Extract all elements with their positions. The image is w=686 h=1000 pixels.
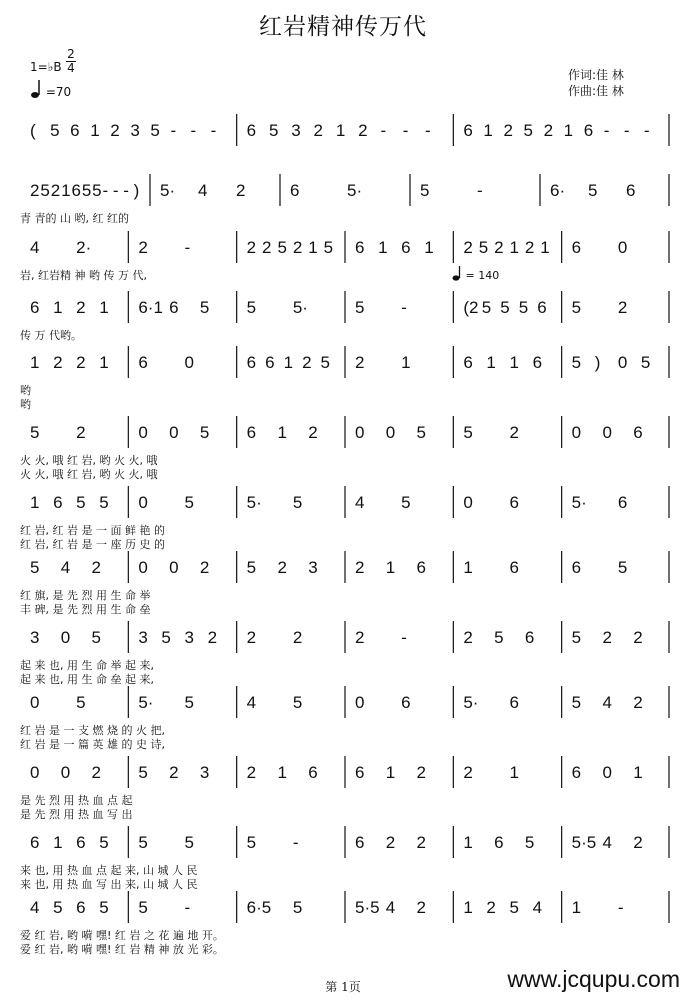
note: -: [380, 121, 387, 140]
lyric-line: 红 旗, 是 先 烈 用 生 命 举: [20, 589, 151, 602]
note: 4: [30, 898, 40, 917]
note: 5·5: [571, 833, 597, 852]
lyric-line: 来 也, 用 热 血 点 起 来, 山 城 人 民: [20, 864, 198, 877]
note: 2: [358, 121, 368, 140]
note: 1: [463, 833, 473, 852]
note: 5·: [138, 693, 154, 712]
note: 5·: [292, 298, 308, 317]
note: -: [623, 121, 630, 140]
note: 6: [290, 181, 300, 200]
note: -: [401, 298, 407, 317]
note: -: [292, 833, 299, 852]
note: 5: [509, 898, 519, 917]
note: 2: [30, 181, 40, 200]
note: 2: [313, 121, 324, 140]
note: 1: [571, 898, 582, 917]
note: -: [401, 628, 407, 647]
note: 3: [138, 628, 148, 647]
note: 0: [602, 763, 612, 782]
note: 1: [509, 238, 519, 257]
note: 5: [478, 238, 489, 257]
note: 6: [70, 121, 80, 140]
note: 0: [355, 693, 365, 712]
note: 0: [463, 493, 473, 512]
note: 5·: [347, 181, 363, 200]
notation-line: [20, 615, 670, 657]
note: 6: [30, 833, 40, 852]
note: 2: [91, 558, 102, 577]
note: -: [402, 121, 409, 140]
note: 1: [378, 238, 388, 257]
note: -: [603, 121, 610, 140]
note: 2: [169, 763, 179, 782]
note: 5: [199, 423, 210, 442]
note: 6: [30, 298, 40, 317]
watermark: www.jcqupu.com: [507, 966, 680, 992]
note: -: [170, 121, 177, 140]
note: 2: [503, 121, 513, 140]
note: 5: [161, 628, 171, 647]
note: 2: [246, 628, 257, 647]
note: 5: [640, 353, 651, 372]
note: 6: [509, 493, 519, 512]
note: 5: [320, 353, 331, 372]
notation-line: [20, 545, 670, 587]
lyric-line: 起 来 也, 用 生 命 举 起 来,: [20, 659, 154, 672]
tempo-marking: [30, 80, 71, 100]
note: 0: [30, 763, 40, 782]
note: 2·: [76, 238, 92, 257]
note: 1: [277, 763, 287, 782]
note: -: [643, 121, 650, 140]
note: 2: [292, 628, 303, 647]
note: -: [190, 121, 197, 140]
lyric-line: 是 先 烈 用 热 血 点 起: [20, 794, 133, 807]
note: 5: [76, 493, 86, 512]
note: 2: [617, 298, 628, 317]
notation-line: [20, 480, 670, 522]
note: 5: [420, 181, 430, 200]
notation-line: [20, 168, 670, 210]
note: (: [30, 121, 36, 140]
note: 6: [633, 423, 643, 442]
note: 6: [571, 238, 582, 257]
note: 5: [571, 298, 582, 317]
note: -: [477, 181, 483, 200]
note: 5: [500, 298, 510, 317]
note: 5: [246, 833, 257, 852]
note: 4: [355, 493, 365, 512]
note: 2: [355, 628, 365, 647]
note: 4: [532, 898, 543, 917]
note: 6: [617, 493, 628, 512]
note: 5: [92, 181, 102, 200]
note: 5: [571, 693, 582, 712]
note: 2: [416, 763, 427, 782]
lyric-line: 岩, 红岩精 神 哟 传 万 代,: [20, 269, 147, 282]
note: 5: [571, 353, 582, 372]
lyric-line: 青 青的 山 哟, 红 红的: [20, 212, 129, 225]
note: 0: [385, 423, 396, 442]
lyric-line: 爱 红 岩, 哟 嗬 嘿! 红 岩 精 神 放 光 彩。: [20, 943, 224, 956]
note: 2: [262, 238, 272, 257]
note: 6: [463, 121, 473, 140]
note: 5: [40, 181, 50, 200]
note: 2: [543, 121, 554, 140]
note: 0: [138, 423, 148, 442]
note: 0: [617, 353, 628, 372]
note: -: [184, 238, 191, 257]
note: 1: [30, 493, 40, 512]
note: 6: [509, 558, 519, 577]
note: 2: [76, 423, 86, 442]
note: 5: [138, 898, 148, 917]
note: 0: [355, 423, 365, 442]
note: 6: [537, 298, 547, 317]
note: 2: [76, 298, 86, 317]
note: 4: [198, 181, 208, 200]
note: 2: [246, 763, 257, 782]
note: 2: [207, 628, 218, 647]
note: 4: [60, 558, 71, 577]
note: 2: [633, 693, 643, 712]
note: 1: [483, 121, 493, 140]
note: 1: [486, 353, 496, 372]
note: 6: [169, 298, 179, 317]
lyric-line: 哟: [20, 398, 31, 411]
page-number: 第 1页: [325, 980, 361, 994]
note: (2: [463, 298, 479, 317]
note: 2: [633, 833, 643, 852]
composer-credit: 作曲:佳 林: [568, 84, 624, 98]
note: 0: [571, 423, 582, 442]
notation-line: [20, 885, 670, 927]
note: 1: [424, 238, 434, 257]
note: ): [594, 353, 601, 372]
note: 3: [30, 628, 40, 647]
note: 2: [199, 558, 210, 577]
note: 6: [246, 353, 257, 372]
note: 6: [532, 353, 543, 372]
note: 2: [50, 181, 61, 200]
note: 1: [401, 353, 411, 372]
note: 6: [246, 423, 257, 442]
note: 2: [509, 423, 519, 442]
note: 5: [588, 181, 598, 200]
lyric-line: 是 先 烈 用 热 血 写 出: [20, 808, 133, 821]
note: 5·: [463, 693, 479, 712]
note: 5: [323, 238, 334, 257]
note: 5·: [571, 493, 587, 512]
note: 0: [169, 423, 179, 442]
note: 4: [30, 238, 40, 257]
note: 6: [583, 121, 594, 140]
note: 5: [524, 833, 535, 852]
note: 5: [292, 493, 303, 512]
note: 3: [184, 628, 194, 647]
note: 5: [150, 121, 160, 140]
note: 6: [571, 558, 582, 577]
note: 1: [563, 121, 574, 140]
note: 5: [292, 898, 303, 917]
note: 6: [53, 493, 63, 512]
lyric-line: 起 来 也, 用 生 命 垒 起 来,: [20, 673, 154, 686]
note: 1: [509, 353, 519, 372]
note: 2: [463, 763, 473, 782]
note: 1: [385, 558, 396, 577]
note: 5: [523, 121, 534, 140]
note: 6: [76, 898, 86, 917]
note: 2: [385, 833, 396, 852]
note: 2: [463, 238, 473, 257]
note: 6: [509, 693, 519, 712]
note: 6·1: [138, 298, 163, 317]
note: 1: [308, 238, 318, 257]
note: 2: [602, 628, 612, 647]
note: -: [210, 121, 217, 140]
note: 5: [481, 298, 492, 317]
note: 1: [335, 121, 346, 140]
lyric-line: 红 岩 是 一 篇 英 雄 的 史 诗,: [20, 738, 165, 751]
note: 1: [61, 181, 71, 200]
note: 6: [355, 833, 365, 852]
note: 1: [53, 833, 63, 852]
note: 5·5: [355, 898, 380, 917]
note: 6: [71, 181, 81, 200]
song-title: 红岩精神传万代: [259, 14, 427, 40]
note: 5: [401, 493, 411, 512]
note: 1: [463, 558, 473, 577]
note: 0: [602, 423, 612, 442]
tempo-text: =70: [45, 85, 72, 99]
note: 1: [463, 898, 473, 917]
note: 6: [246, 121, 257, 140]
lyric-line: 哟: [20, 384, 31, 397]
note: 5: [184, 693, 194, 712]
key-signature: [30, 60, 62, 74]
note: 6: [416, 558, 427, 577]
note: 2: [416, 898, 427, 917]
note: 2: [416, 833, 427, 852]
note: 5: [246, 558, 257, 577]
lyric-line: 火 火, 哦 红 岩, 哟 火 火, 哦: [20, 468, 158, 481]
note: 6: [308, 763, 318, 782]
note: 5: [277, 238, 287, 257]
note: 2: [524, 238, 535, 257]
note: 2: [236, 181, 246, 200]
note: -: [123, 181, 129, 200]
note: 2: [91, 763, 102, 782]
note: 6: [265, 353, 275, 372]
note: 6: [524, 628, 535, 647]
note: -: [184, 898, 191, 917]
note: 5: [76, 693, 86, 712]
time-signature: [66, 48, 76, 75]
note: 5: [53, 898, 63, 917]
note: 1: [30, 353, 40, 372]
note: 6: [494, 833, 504, 852]
note: 1: [509, 763, 519, 782]
notation-line: [20, 285, 670, 327]
note: -: [102, 181, 109, 200]
note: 6: [571, 763, 582, 782]
note: 0: [169, 558, 179, 577]
note: -: [617, 898, 624, 917]
note: 1: [277, 423, 287, 442]
note: 5: [268, 121, 279, 140]
lyric-line: 红 岩, 红 岩 是 一 座 历 史 的: [20, 538, 165, 551]
note: 6: [401, 238, 411, 257]
quarter-note-icon: [30, 80, 42, 100]
note: 5·: [160, 181, 176, 200]
notation-line: [20, 680, 670, 722]
note: 0: [184, 353, 194, 372]
key-text: 1=♭B: [30, 60, 62, 74]
note: 2: [76, 353, 86, 372]
note: 3: [130, 121, 140, 140]
notation-line: [20, 225, 670, 267]
note: 5: [199, 298, 210, 317]
note: 5: [184, 833, 194, 852]
note: 5: [138, 763, 148, 782]
note: 5: [617, 558, 628, 577]
note: ): [133, 181, 140, 200]
note: 0: [138, 493, 148, 512]
lyric-line: 红 岩, 红 岩 是 一 面 鲜 艳 的: [20, 524, 165, 537]
note: 2: [355, 353, 365, 372]
note: 5: [355, 298, 365, 317]
note: -: [112, 181, 119, 200]
note: 4: [246, 693, 257, 712]
note: 1: [53, 298, 63, 317]
time-bottom: 4: [67, 61, 75, 75]
note: 6: [355, 763, 365, 782]
note: 4: [602, 693, 612, 712]
notation-line: [20, 410, 670, 452]
notation-line: [20, 340, 670, 382]
lyric-line: 红 岩 是 一 支 燃 烧 的 火 把,: [20, 724, 165, 737]
note: 2: [53, 353, 63, 372]
lyric-line: 火 火, 哦 红 岩, 哟 火 火, 哦: [20, 454, 158, 467]
note: 0: [138, 558, 148, 577]
note: 5: [81, 181, 92, 200]
note: 5: [463, 423, 473, 442]
notation-line: [20, 750, 670, 792]
note: 1: [99, 353, 109, 372]
note: 5: [30, 423, 40, 442]
lyric-line: 传 万 代哟。: [20, 329, 82, 342]
note: 6·5: [246, 898, 272, 917]
lyric-line: 爱 红 岩, 哟 嗬 嘿! 红 岩 之 花 遍 地 开。: [20, 929, 224, 942]
note: 5: [518, 298, 529, 317]
note: 6: [76, 833, 86, 852]
note: 3: [199, 763, 210, 782]
note: 5: [138, 833, 148, 852]
lyric-line: 来 也, 用 热 血 写 出 来, 山 城 人 民: [20, 878, 198, 891]
note: 6: [355, 238, 365, 257]
note: 5·: [246, 493, 262, 512]
time-top: 2: [67, 47, 75, 61]
note: 1: [99, 298, 109, 317]
note: 5: [50, 121, 60, 140]
note: 4: [385, 898, 396, 917]
note: 1: [633, 763, 643, 782]
note: 0: [30, 693, 40, 712]
lyricist-credit: 作词:佳 林: [568, 68, 624, 82]
note: 6: [463, 353, 473, 372]
note: 5: [494, 628, 504, 647]
note: 5: [571, 628, 582, 647]
note: 2: [110, 121, 120, 140]
notation-line: [20, 108, 670, 150]
note: 4: [602, 833, 612, 852]
note: 1: [283, 353, 294, 372]
note: 5: [246, 298, 257, 317]
note: 1: [385, 763, 396, 782]
note: 2: [138, 238, 148, 257]
note: 1: [90, 121, 100, 140]
note: 5: [292, 693, 303, 712]
notation-line: [20, 820, 670, 862]
note: 5: [99, 898, 109, 917]
note: 6: [401, 693, 411, 712]
note: 2: [292, 238, 303, 257]
note: 3: [308, 558, 318, 577]
note: 2: [633, 628, 643, 647]
note: 6: [138, 353, 148, 372]
lyric-line: 丰 碑, 是 先 烈 用 生 命 垒: [20, 603, 151, 616]
note: 0: [60, 763, 71, 782]
note: 2: [302, 353, 312, 372]
note: 0: [617, 238, 628, 257]
note: -: [425, 121, 431, 140]
note: 5: [30, 558, 40, 577]
note: 5: [99, 493, 109, 512]
note: 5: [416, 423, 427, 442]
note: 1: [540, 238, 550, 257]
note: 5: [184, 493, 194, 512]
note: 5: [99, 833, 109, 852]
note: 5: [91, 628, 102, 647]
note: 3: [291, 121, 301, 140]
note: 2: [463, 628, 473, 647]
tempo-change-text: = 140: [465, 269, 500, 282]
note: 0: [60, 628, 71, 647]
note: 2: [246, 238, 257, 257]
note: 2: [355, 558, 365, 577]
note: 6·: [550, 181, 566, 200]
note: 2: [494, 238, 504, 257]
note: 6: [626, 181, 636, 200]
note: 2: [277, 558, 287, 577]
note: 2: [308, 423, 318, 442]
note: 2: [486, 898, 496, 917]
